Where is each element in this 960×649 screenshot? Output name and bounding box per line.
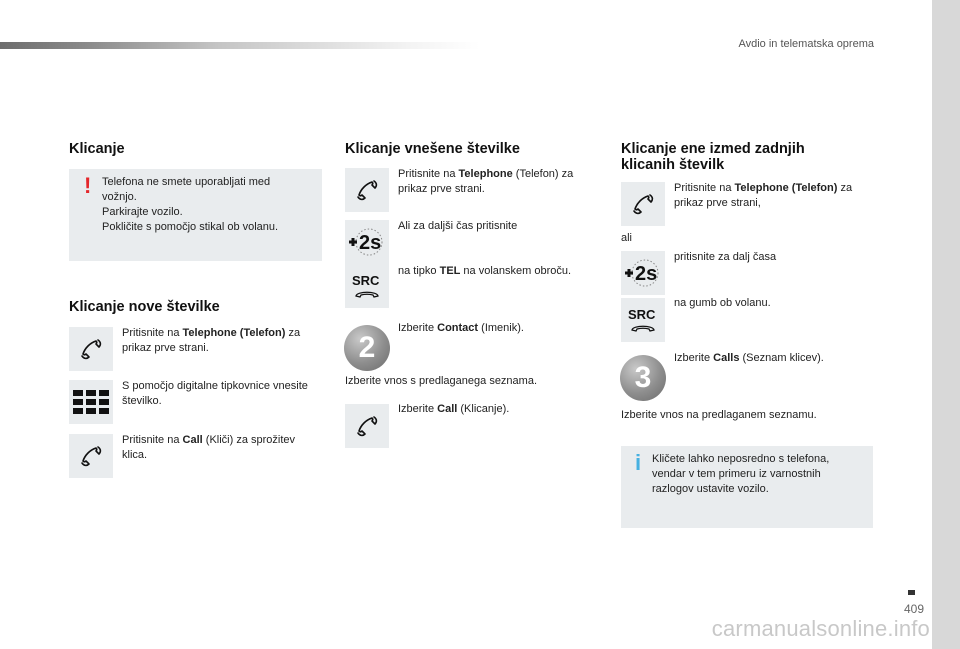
col1-step2-text: S pomočjo digitalne tipkovnice vnesite številko. xyxy=(122,380,308,407)
keypad-icon xyxy=(71,388,111,416)
keypad-tile xyxy=(69,380,113,424)
side-strip xyxy=(932,0,960,649)
phone-handset-icon xyxy=(352,411,382,441)
phone-handset-icon xyxy=(76,441,106,471)
warning-icon: ! xyxy=(84,173,92,198)
warning-box xyxy=(69,169,322,261)
header-bar xyxy=(0,42,480,49)
col2-note: Izberite vnos s predlaganega seznama. xyxy=(345,375,538,387)
page-number: 409 xyxy=(903,602,924,616)
col2-step1-text: Pritisnite na Telephone (Telefon) za prikaz prve strani. xyxy=(398,168,574,195)
col2-step2-text: Ali za daljši čas pritisnite xyxy=(398,220,518,232)
col2-final-text: Izberite Call (Klicanje). xyxy=(398,403,510,415)
col2-step4-text: Izberite Contact (Imenik). xyxy=(398,322,524,334)
hold-tile xyxy=(621,251,665,295)
phone-tile xyxy=(69,434,113,478)
step-badge-3: 3 xyxy=(620,355,666,401)
col2-step3-text: na tipko TEL na volanskem obroču. xyxy=(398,265,572,277)
phone-handset-icon xyxy=(76,334,106,364)
step-badge-2: 2 xyxy=(344,325,390,371)
svg-text:SRC: SRC xyxy=(352,273,380,288)
col2-title: Klicanje vnešene številke xyxy=(345,141,520,157)
phone-handset-icon xyxy=(628,189,658,219)
col3-step4-text: Izberite Calls (Seznam klicev). xyxy=(674,352,824,364)
col3-note: Izberite vnos na predlaganem seznamu. xyxy=(621,409,817,421)
phone-handset-icon xyxy=(352,175,382,205)
col3-title: Klicanje ene izmed zadnjih klicanih številk xyxy=(621,141,805,173)
phone-tile xyxy=(345,404,389,448)
col1-step1-text: Pritisnite na Telephone (Telefon) za prikaz prve strani. xyxy=(122,327,301,354)
hold-2s-icon xyxy=(346,225,388,259)
page-marker xyxy=(908,590,915,595)
info-box xyxy=(621,446,873,528)
svg-text:2s: 2s xyxy=(359,232,382,254)
watermark: carmanualsonline.info xyxy=(711,616,930,641)
hold-2s-icon xyxy=(622,256,664,290)
src-button-icon xyxy=(623,303,663,337)
section-title: Avdio in telematska oprema xyxy=(738,38,874,50)
phone-tile xyxy=(621,182,665,226)
src-button-icon xyxy=(347,269,387,303)
col1-step3-text: Pritisnite na Call (Kliči) za sprožitev klica. xyxy=(122,434,296,461)
col1-title: Klicanje xyxy=(69,141,125,157)
src-tile xyxy=(621,298,665,342)
col3-step1-text: Pritisnite na Telephone (Telefon) za prikaz prve strani, xyxy=(674,182,853,209)
or-label: ali xyxy=(621,232,633,244)
col1-subtitle: Klicanje nove številke xyxy=(69,299,220,315)
info-icon: i xyxy=(635,450,642,475)
phone-tile xyxy=(345,168,389,212)
info-text: Kličete lahko neposredno s telefona, vendar v tem primeru iz varnostnih razlogov ustavite vozilo. xyxy=(652,453,830,495)
svg-text:SRC: SRC xyxy=(628,307,656,322)
col3-step3-text: na gumb ob volanu. xyxy=(674,297,771,309)
src-tile xyxy=(345,264,389,308)
col3-step2-text: pritisnite za dalj časa xyxy=(674,251,777,263)
hold-tile xyxy=(345,220,389,264)
warning-text: Telefona ne smete uporabljati med vožnjo. Parkirajte vozilo. Pokličite s pomočjo stikal ob volanu. xyxy=(102,176,279,233)
phone-tile xyxy=(69,327,113,371)
svg-text:2s: 2s xyxy=(635,263,658,285)
